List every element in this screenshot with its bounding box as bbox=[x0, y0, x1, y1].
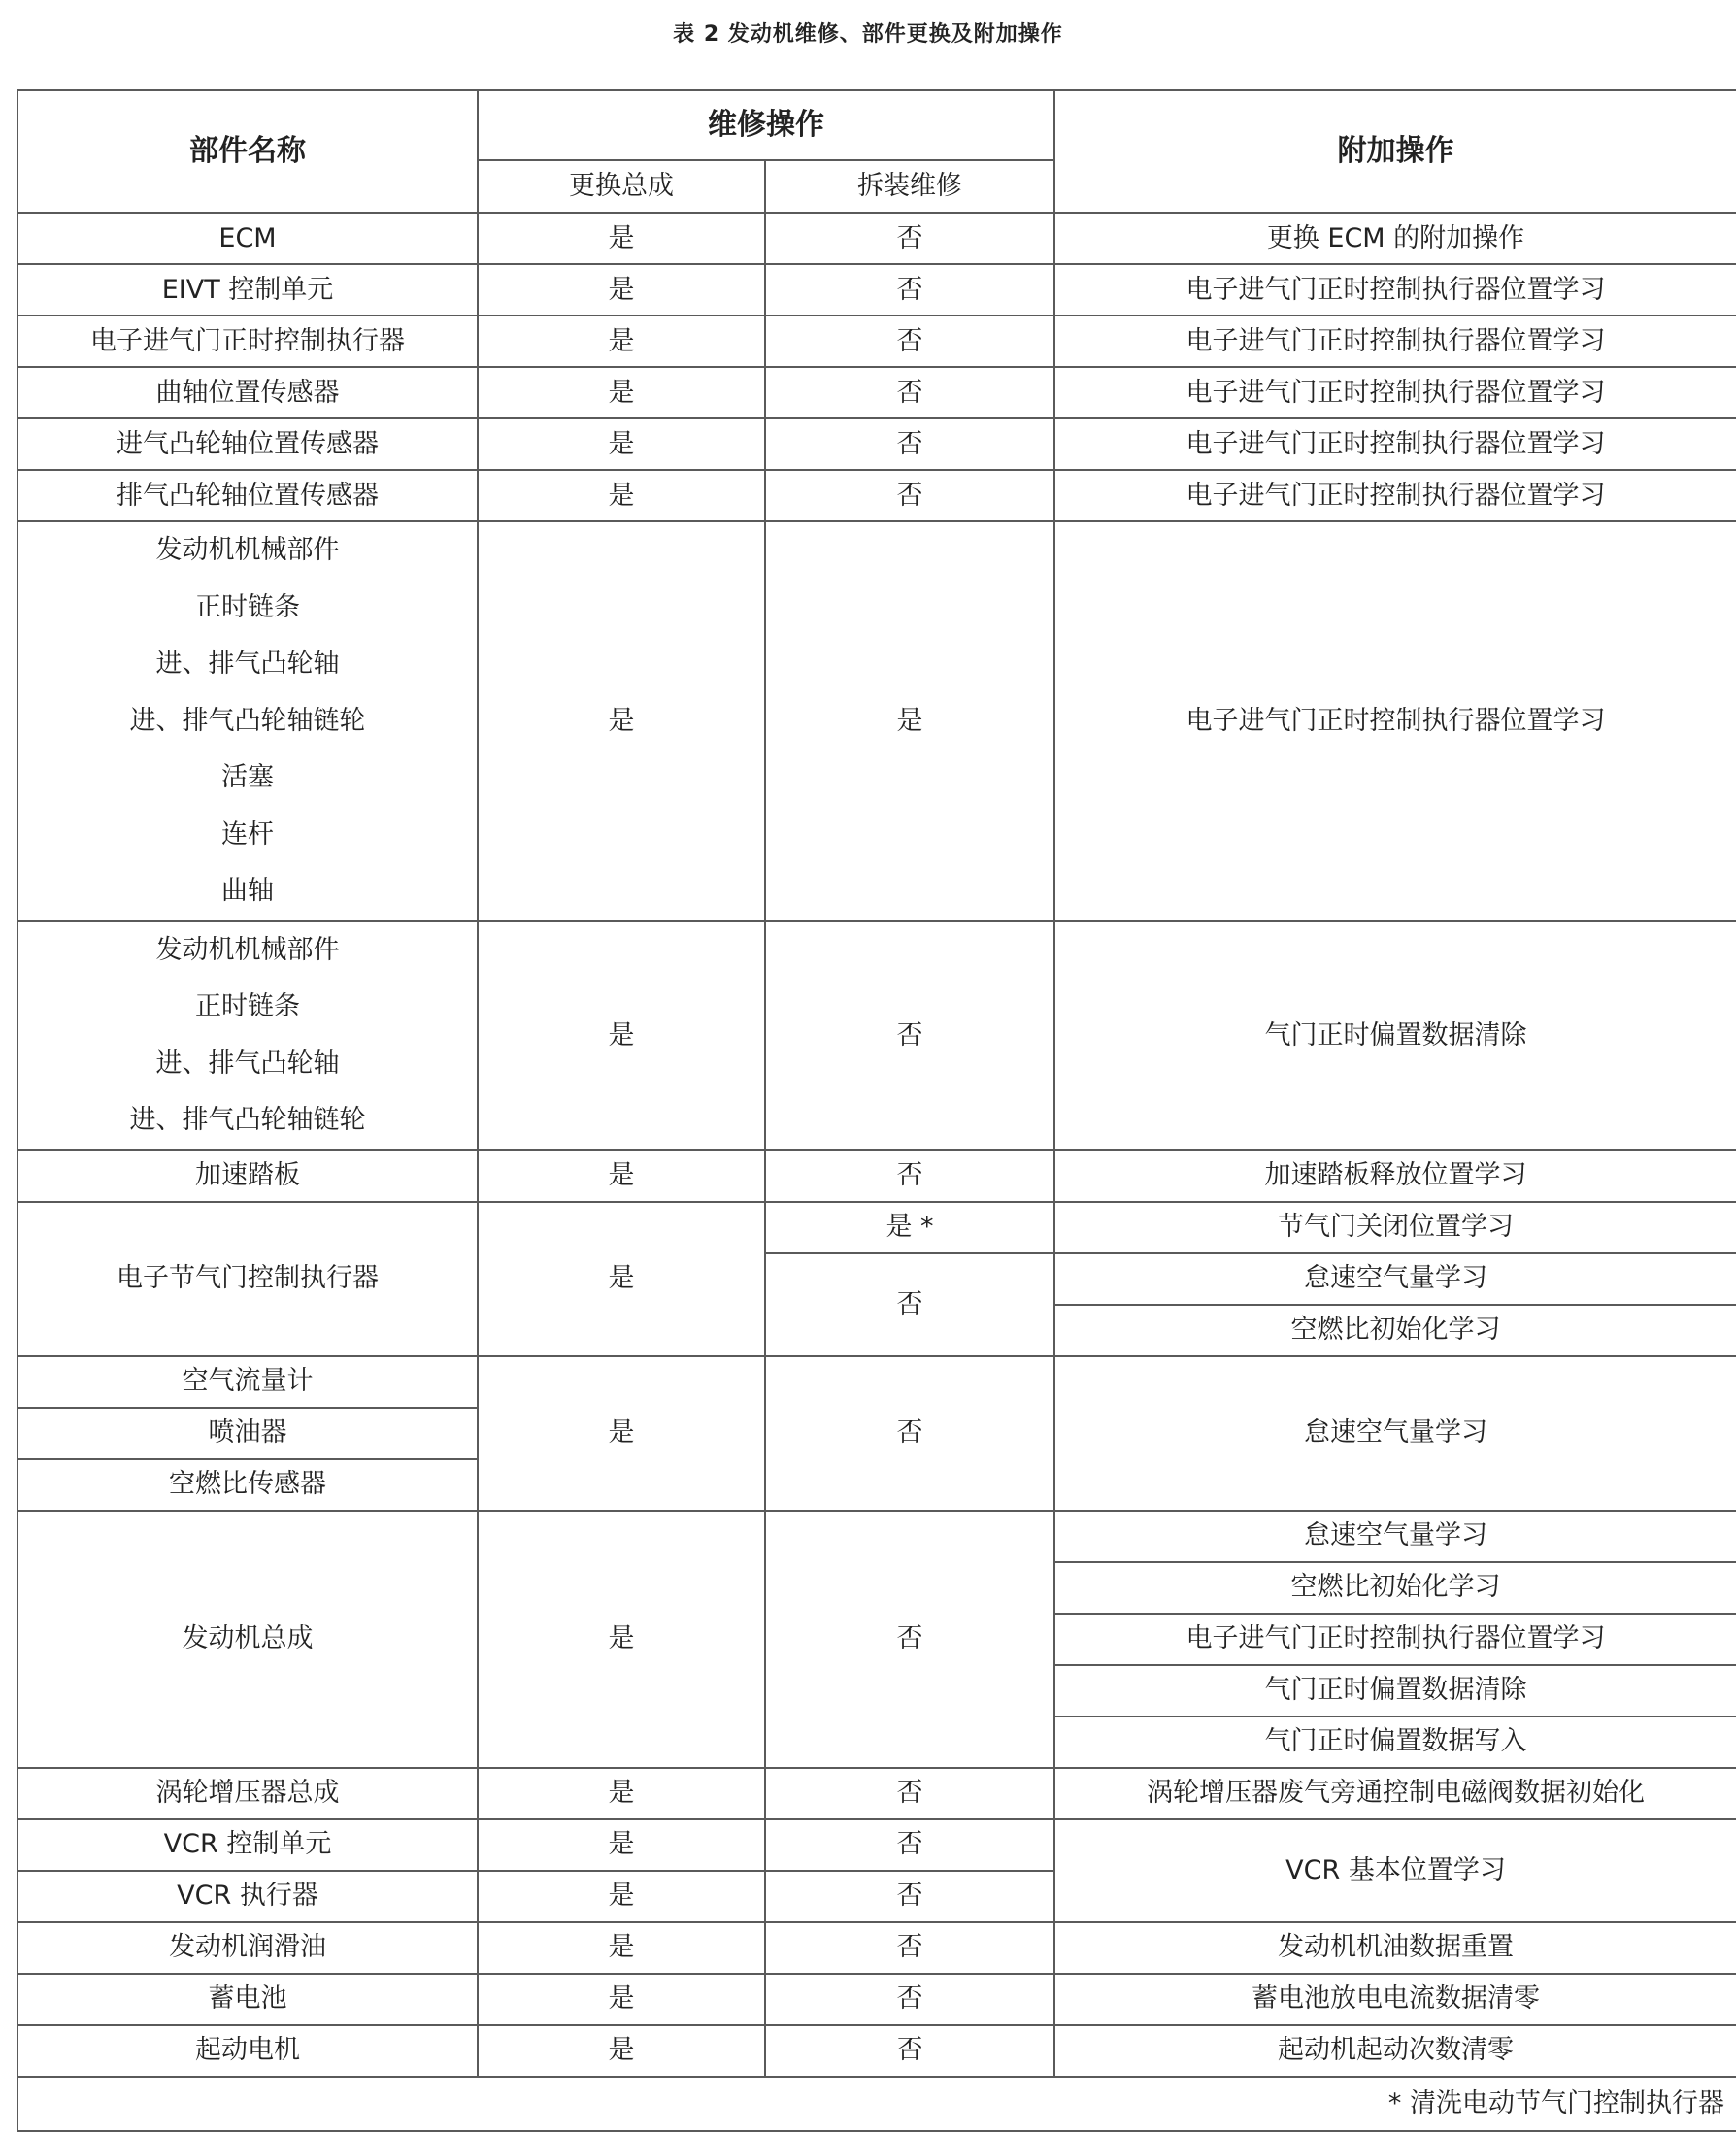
table-row bbox=[17, 418, 1736, 470]
disassemble-value: 否 bbox=[765, 213, 1054, 264]
part-name: 喷油器 bbox=[17, 1408, 478, 1459]
disassemble-value: 否 bbox=[765, 418, 1054, 470]
header-additional-operation: 附加操作 bbox=[1054, 90, 1736, 213]
replace-value: 是 bbox=[478, 470, 765, 521]
table-row bbox=[17, 213, 1736, 264]
footnote-row bbox=[17, 2077, 1736, 2131]
additional-operation: 发动机机油数据重置 bbox=[1054, 1922, 1736, 1974]
additional-operation: 电子进气门正时控制执行器位置学习 bbox=[1054, 316, 1736, 367]
additional-operation: 气门正时偏置数据清除 bbox=[1054, 921, 1736, 1150]
additional-operation: 电子进气门正时控制执行器位置学习 bbox=[1054, 367, 1736, 418]
additional-operation: 电子进气门正时控制执行器位置学习 bbox=[1054, 470, 1736, 521]
part-name: 电子进气门正时控制执行器 bbox=[17, 316, 478, 367]
part-name: 蓄电池 bbox=[17, 1974, 478, 2025]
replace-value: 是 bbox=[478, 264, 765, 316]
additional-operation: 怠速空气量学习 bbox=[1054, 1511, 1736, 1562]
disassemble-value: 否 bbox=[765, 1819, 1054, 1871]
disassemble-value: 是 bbox=[765, 521, 1054, 921]
additional-operation: 怠速空气量学习 bbox=[1054, 1253, 1736, 1305]
part-name: VCR 控制单元 bbox=[17, 1819, 478, 1871]
part-name: 起动电机 bbox=[17, 2025, 478, 2077]
part-name-list bbox=[17, 521, 478, 921]
replace-value: 是 bbox=[478, 1150, 765, 1202]
disassemble-value: 否 bbox=[765, 1356, 1054, 1511]
replace-value: 是 bbox=[478, 1356, 765, 1511]
disassemble-value: 否 bbox=[765, 1768, 1054, 1819]
replace-value: 是 bbox=[478, 1768, 765, 1819]
header-part-name: 部件名称 bbox=[17, 90, 478, 213]
replace-value: 是 bbox=[478, 2025, 765, 2077]
disassemble-value: 否 bbox=[765, 316, 1054, 367]
replace-value: 是 bbox=[478, 1871, 765, 1922]
disassemble-value: 否 bbox=[765, 264, 1054, 316]
footnote: * 清洗电动节气门控制执行器 bbox=[17, 2077, 1736, 2131]
part-name-list bbox=[17, 921, 478, 1150]
part-name: ECM bbox=[17, 213, 478, 264]
table-row bbox=[17, 1922, 1736, 1974]
disassemble-value: 否 bbox=[765, 1922, 1054, 1974]
table-row bbox=[17, 2025, 1736, 2077]
replace-value: 是 bbox=[478, 213, 765, 264]
replace-value: 是 bbox=[478, 921, 765, 1150]
disassemble-value: 否 bbox=[765, 2025, 1054, 2077]
table-row bbox=[17, 521, 1736, 921]
part-name: 曲轴位置传感器 bbox=[17, 367, 478, 418]
disassemble-value: 否 bbox=[765, 1871, 1054, 1922]
disassemble-value: 否 bbox=[765, 1974, 1054, 2025]
part-name: 进、排气凸轮轴链轮 bbox=[129, 705, 366, 736]
table-row bbox=[17, 316, 1736, 367]
additional-operation: 加速踏板释放位置学习 bbox=[1054, 1150, 1736, 1202]
part-name: 连杆 bbox=[221, 818, 274, 849]
disassemble-value: 是 * bbox=[765, 1202, 1054, 1253]
part-name: VCR 执行器 bbox=[17, 1871, 478, 1922]
replace-value: 是 bbox=[478, 521, 765, 921]
part-name: 发动机机械部件 bbox=[155, 934, 340, 965]
part-name: 曲轴 bbox=[221, 876, 274, 906]
replace-value: 是 bbox=[478, 1202, 765, 1356]
part-name: 进、排气凸轮轴 bbox=[155, 1048, 340, 1079]
additional-operation: 起动机起动次数清零 bbox=[1054, 2025, 1736, 2077]
table-row bbox=[17, 921, 1736, 1150]
replace-value: 是 bbox=[478, 1974, 765, 2025]
additional-operation: 电子进气门正时控制执行器位置学习 bbox=[1054, 521, 1736, 921]
part-name: EIVT 控制单元 bbox=[17, 264, 478, 316]
replace-value: 是 bbox=[478, 1922, 765, 1974]
part-name: 涡轮增压器总成 bbox=[17, 1768, 478, 1819]
replace-value: 是 bbox=[478, 316, 765, 367]
disassemble-value: 否 bbox=[765, 1253, 1054, 1356]
table-caption: 表 2 发动机维修、部件更换及附加操作 bbox=[673, 22, 1063, 47]
additional-operation: 气门正时偏置数据写入 bbox=[1054, 1716, 1736, 1768]
header-row bbox=[17, 90, 1736, 160]
table-row bbox=[17, 1202, 1736, 1253]
disassemble-value: 否 bbox=[765, 921, 1054, 1150]
disassemble-value: 否 bbox=[765, 1150, 1054, 1202]
disassemble-value: 否 bbox=[765, 470, 1054, 521]
part-name: 发动机总成 bbox=[17, 1511, 478, 1768]
part-name: 加速踏板 bbox=[17, 1150, 478, 1202]
additional-operation: 电子进气门正时控制执行器位置学习 bbox=[1054, 264, 1736, 316]
additional-operation: VCR 基本位置学习 bbox=[1054, 1819, 1736, 1922]
maintenance-table bbox=[17, 89, 1736, 2132]
table-row bbox=[17, 367, 1736, 418]
table-row bbox=[17, 470, 1736, 521]
additional-operation: 节气门关闭位置学习 bbox=[1054, 1202, 1736, 1253]
replace-value: 是 bbox=[478, 367, 765, 418]
part-name: 进、排气凸轮轴链轮 bbox=[129, 1105, 366, 1135]
part-name: 发动机机械部件 bbox=[155, 535, 340, 565]
additional-operation: 空燃比初始化学习 bbox=[1054, 1562, 1736, 1614]
replace-value: 是 bbox=[478, 1511, 765, 1768]
header-replace-assembly: 更换总成 bbox=[478, 160, 765, 213]
part-name: 进气凸轮轴位置传感器 bbox=[17, 418, 478, 470]
table-row bbox=[17, 1768, 1736, 1819]
part-name: 活塞 bbox=[221, 762, 274, 792]
additional-operation: 怠速空气量学习 bbox=[1054, 1356, 1736, 1511]
additional-operation: 电子进气门正时控制执行器位置学习 bbox=[1054, 418, 1736, 470]
table-row bbox=[17, 1974, 1736, 2025]
part-name: 进、排气凸轮轴 bbox=[155, 649, 340, 679]
part-name: 正时链条 bbox=[195, 991, 300, 1021]
table-row bbox=[17, 1511, 1736, 1562]
additional-operation: 空燃比初始化学习 bbox=[1054, 1305, 1736, 1356]
additional-operation: 电子进气门正时控制执行器位置学习 bbox=[1054, 1614, 1736, 1665]
part-name: 正时链条 bbox=[195, 591, 300, 622]
part-name: 发动机润滑油 bbox=[17, 1922, 478, 1974]
additional-operation: 更换 ECM 的附加操作 bbox=[1054, 213, 1736, 264]
additional-operation: 气门正时偏置数据清除 bbox=[1054, 1665, 1736, 1716]
table-row bbox=[17, 1819, 1736, 1871]
disassemble-value: 否 bbox=[765, 1511, 1054, 1768]
part-name: 电子节气门控制执行器 bbox=[17, 1202, 478, 1356]
part-name: 空燃比传感器 bbox=[17, 1459, 478, 1511]
table-row bbox=[17, 1150, 1736, 1202]
part-name: 空气流量计 bbox=[17, 1356, 478, 1408]
part-name: 排气凸轮轴位置传感器 bbox=[17, 470, 478, 521]
replace-value: 是 bbox=[478, 1819, 765, 1871]
table-row bbox=[17, 1356, 1736, 1408]
additional-operation: 蓄电池放电电流数据清零 bbox=[1054, 1974, 1736, 2025]
additional-operation: 涡轮增压器废气旁通控制电磁阀数据初始化 bbox=[1054, 1768, 1736, 1819]
disassemble-value: 否 bbox=[765, 367, 1054, 418]
table-row bbox=[17, 264, 1736, 316]
header-repair-operation: 维修操作 bbox=[478, 90, 1054, 160]
header-disassemble-repair: 拆装维修 bbox=[765, 160, 1054, 213]
replace-value: 是 bbox=[478, 418, 765, 470]
